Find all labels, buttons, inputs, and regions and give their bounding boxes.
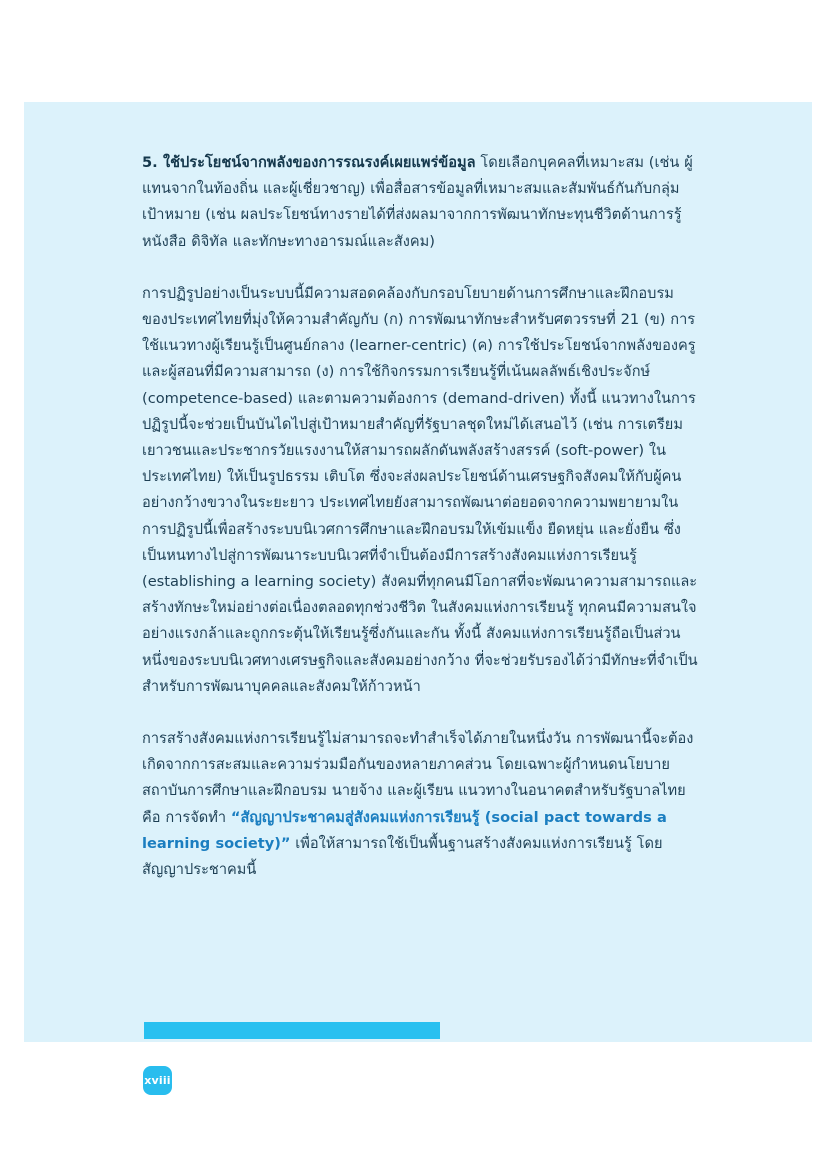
text-column <box>142 150 698 883</box>
page-number-badge <box>143 1066 172 1095</box>
footer-rule-bar <box>144 1022 440 1039</box>
content-panel <box>24 102 812 1042</box>
paragraph-social-pact <box>142 726 698 883</box>
paragraph-item-5 <box>142 150 698 255</box>
page-number-label: xviii <box>144 1074 171 1087</box>
paragraph-item-5-body: โดยเลือกบุคคลที่เหมาะสม (เช่น ผู้แทนจากในท้องถิ่น และผู้เชี่ยวชาญ) เพื่อสื่อสารข้อมูลที่เหมาะสมและสัมพันธ์กันกับกลุ่มเป้าหมาย (เช่น ผลประโยชน์ทางรายได้ที่ส่งผลมาจากการพัฒนาทักษะทุนชีวิตด้านการรู้หนังสือ ดิจิทัล และทักษะทางอารมณ์และสังคม) <box>142 154 693 250</box>
social-pact-highlight: “สัญญาประชาคมสู่สังคมแห่งการเรียนรู้ (social pact towards a learning society)” <box>142 808 667 852</box>
paragraph-social-pact-outro: เพื่อให้สามารถใช้เป็นพื้นฐานสร้างสังคมแห่งการเรียนรู้ โดยสัญญาประชาคมนี้ <box>142 834 663 879</box>
paragraph-social-pact-intro: การสร้างสังคมแห่งการเรียนรู้ไม่สามารถจะทำสำเร็จได้ภายในหนึ่งวัน การพัฒนานี้จะต้องเกิดจากการสะสมและความร่วมมือกันของหลายภาคส่วน โดยเฉพาะผู้กำหนดนโยบาย สถาบันการศึกษาและฝึกอบรม นายจ้าง และผู้เรียน แนวทางในอนาคตสำหรับรัฐบาลไทยคือ การจัดทำ <box>142 730 694 826</box>
paragraph-systemic-reform: การปฏิรูปอย่างเป็นระบบนี้มีความสอดคล้องกับกรอบโยบายด้านการศึกษาและฝึกอบรมของประเทศไทยที่มุ่งให้ความสำคัญกับ (ก) การพัฒนาทักษะสำหรับศตวรรษที่ 21 (ข) การใช้แนวทางผู้เรียนรู้เป็นศูนย์กลาง (learner-centric) (ค) การใช้ประโยชน์จากพลังของครูและผู้สอนที่มีความสามารถ (ง) การใช้กิจกรรมการเรียนรู้ที่เน้นผลลัพธ์เชิงประจักษ์ (competence-based) และตามความต้องการ (demand-driven) ทั้งนี้ แนวทางในการปฏิรูปนี้จะช่วยเป็นบันไดไปสู่เป้าหมายสำคัญที่รัฐบาลชุดใหม่ได้เสนอไว้ (เช่น การเตรียมเยาวชนและประชากรวัยแรงงานให้สามารถผลักดันพลังสร้างสรรค์ (soft-power) ในประเทศไทย) ให้เป็นรูปธรรม เติบโต ซึ่งจะส่งผลประโยชน์ด้านเศรษฐกิจสังคมให้กับผู้คนอย่างกว้างขวางในระยะยาว ประเทศไทยยังสามารถพัฒนาต่อยอดจากความพยายามในการปฏิรูปนี้เพื่อสร้างระบบนิเวศการศึกษาและฝึกอบรมให้เข้มแข็ง ยืดหยุ่น และยั่งยืน ซึ่งเป็นหนทางไปสู่การพัฒนาระบบนิเวศที่จำเป็นต้องมีการสร้างสังคมแห่งการเรียนรู้ (establishing a learning society) สังคมที่ทุกคนมีโอกาสที่จะพัฒนาความสามารถและสร้างทักษะใหม่อย่างต่อเนื่องตลอดทุกช่วงชีวิต ในสังคมแห่งการเรียนรู้ ทุกคนมีความสนใจอย่างแรงกล้าและถูกกระตุ้นให้เรียนรู้ซึ่งกันและกัน ทั้งนี้ สังคมแห่งการเรียนรู้ถือเป็นส่วนหนึ่งของระบบนิเวศทางเศรษฐกิจและสังคมอย่างกว้าง ที่จะช่วยรับรองได้ว่ามีทักษะที่จำเป็นสำหรับการพัฒนาบุคคลและสังคมให้ก้าวหน้า <box>142 284 698 695</box>
item-number-heading: 5. ใช้ประโยชน์จากพลังของการรณรงค์เผยแพร่ข้อมูล <box>142 154 476 171</box>
